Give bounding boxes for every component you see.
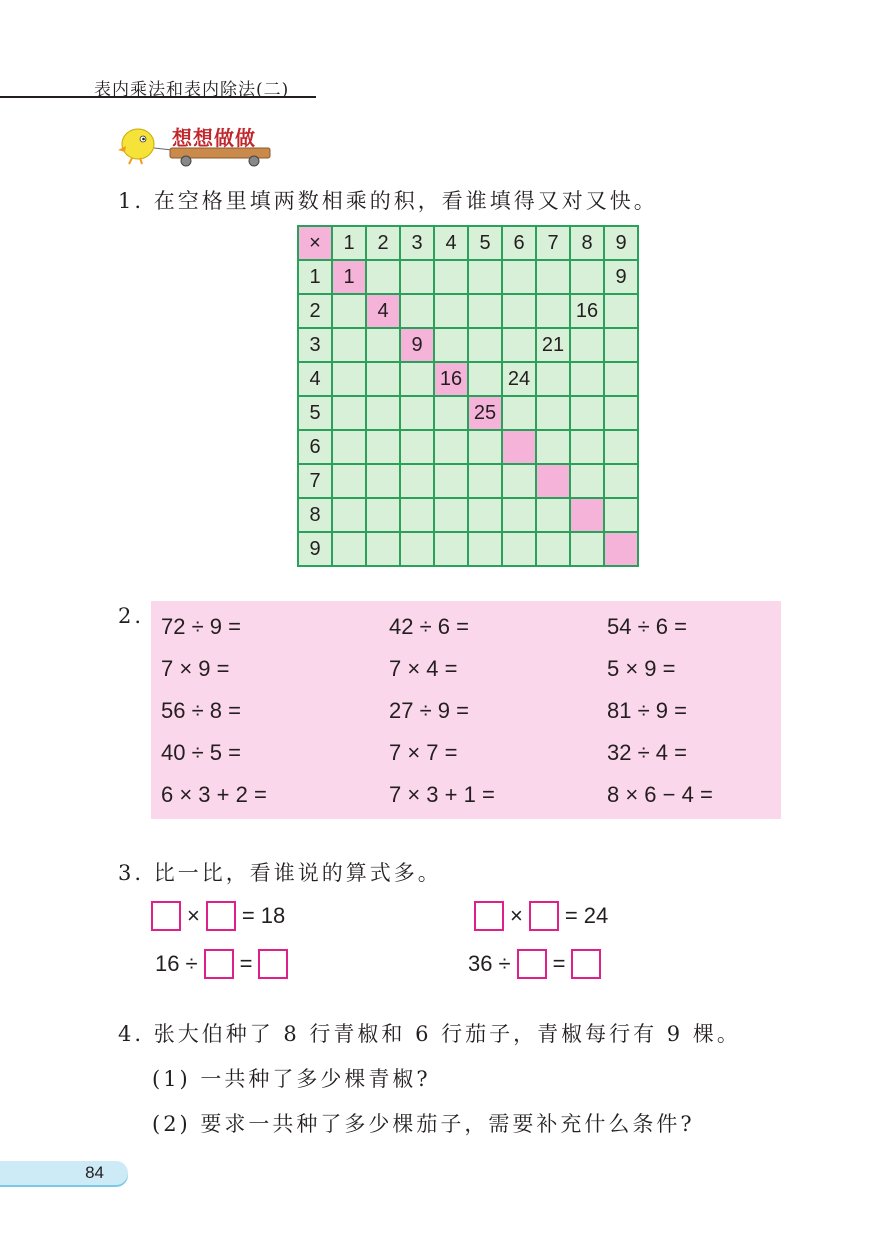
section-badge	[116, 120, 276, 170]
product-cell[interactable]	[604, 532, 638, 566]
table-corner-times: ×	[298, 226, 332, 260]
answer-box[interactable]	[204, 949, 234, 979]
multiplication-table	[297, 225, 639, 567]
product-cell[interactable]	[502, 328, 536, 362]
product-cell[interactable]	[604, 294, 638, 328]
page-number-tab	[0, 1161, 128, 1185]
product-cell[interactable]	[570, 464, 604, 498]
product-cell[interactable]	[468, 532, 502, 566]
page-number: 84	[85, 1163, 104, 1182]
table-row	[298, 260, 638, 294]
product-cell[interactable]	[536, 260, 570, 294]
dividend: 16	[155, 951, 180, 976]
row-header: 3	[298, 328, 332, 362]
section-title: 想想做做	[172, 126, 256, 150]
product-cell[interactable]: 16	[434, 362, 468, 396]
product-cell[interactable]	[468, 328, 502, 362]
product-cell[interactable]	[434, 260, 468, 294]
product-cell[interactable]	[536, 430, 570, 464]
question-1-prompt: 1. 在空格里填两数相乘的积，看谁填得又对又快。	[118, 189, 658, 213]
product-cell[interactable]	[502, 498, 536, 532]
product-cell[interactable]	[366, 396, 400, 430]
table-row	[298, 396, 638, 430]
product-cell[interactable]	[604, 396, 638, 430]
product-cell[interactable]	[468, 498, 502, 532]
expression: 8 × 6 − 4 =	[607, 782, 713, 807]
product-cell[interactable]	[570, 396, 604, 430]
question-2-box	[151, 601, 781, 819]
table-row	[298, 464, 638, 498]
operator: ×	[187, 903, 200, 928]
expression: 54 ÷ 6 =	[607, 614, 687, 639]
product-cell[interactable]	[366, 430, 400, 464]
product-cell[interactable]	[434, 464, 468, 498]
product-cell[interactable]	[502, 464, 536, 498]
product-cell[interactable]	[366, 464, 400, 498]
answer-box[interactable]	[151, 901, 181, 931]
product-cell[interactable]	[536, 498, 570, 532]
product-cell[interactable]	[604, 464, 638, 498]
product-cell[interactable]	[468, 430, 502, 464]
product-cell[interactable]	[570, 532, 604, 566]
row-header: 5	[298, 396, 332, 430]
answer-box[interactable]	[258, 949, 288, 979]
product-cell[interactable]	[536, 464, 570, 498]
product-cell[interactable]	[434, 532, 468, 566]
product-cell[interactable]	[536, 532, 570, 566]
operator: ÷	[498, 951, 511, 976]
product-cell[interactable]	[400, 498, 434, 532]
product-cell[interactable]	[400, 464, 434, 498]
expression: 81 ÷ 9 =	[607, 698, 687, 723]
equals: =	[564, 903, 578, 928]
product-cell[interactable]	[400, 362, 434, 396]
row-header: 7	[298, 464, 332, 498]
question-3-item-2	[474, 901, 608, 931]
column-header: 5	[468, 226, 502, 260]
product-cell[interactable]	[570, 362, 604, 396]
column-header: 9	[604, 226, 638, 260]
product-cell[interactable]	[332, 498, 366, 532]
column-header: 7	[536, 226, 570, 260]
product-cell[interactable]	[400, 260, 434, 294]
row-header: 8	[298, 498, 332, 532]
row-header: 4	[298, 362, 332, 396]
question-3-item-1	[151, 901, 285, 931]
product-cell[interactable]: 9	[604, 260, 638, 294]
product-cell[interactable]	[536, 294, 570, 328]
product-cell[interactable]	[332, 362, 366, 396]
product-cell[interactable]	[502, 260, 536, 294]
column-header: 1	[332, 226, 366, 260]
product-cell[interactable]	[604, 430, 638, 464]
product-cell[interactable]	[570, 260, 604, 294]
expression: 5 × 9 =	[607, 656, 676, 681]
answer-box[interactable]	[529, 901, 559, 931]
product-cell[interactable]	[400, 430, 434, 464]
row-header: 9	[298, 532, 332, 566]
table-row	[298, 328, 638, 362]
product-cell[interactable]	[604, 498, 638, 532]
product-cell[interactable]	[400, 532, 434, 566]
question-3-item-4	[468, 949, 601, 979]
expression: 42 ÷ 6 =	[389, 614, 469, 639]
expression: 56 ÷ 8 =	[161, 698, 241, 723]
product-cell[interactable]: 24	[502, 362, 536, 396]
product-cell[interactable]	[332, 396, 366, 430]
equals: =	[552, 951, 566, 976]
product-cell[interactable]	[468, 294, 502, 328]
table-row	[298, 532, 638, 566]
product-cell[interactable]: 25	[468, 396, 502, 430]
expression: 7 × 9 =	[161, 656, 230, 681]
expression: 6 × 3 + 2 =	[161, 782, 267, 807]
product-cell[interactable]	[366, 362, 400, 396]
product-cell[interactable]	[366, 498, 400, 532]
product-cell[interactable]	[366, 532, 400, 566]
row-header: 2	[298, 294, 332, 328]
product-cell[interactable]	[468, 260, 502, 294]
product-cell[interactable]: 16	[570, 294, 604, 328]
operator: ×	[510, 903, 523, 928]
question-3-item-3	[155, 949, 288, 979]
expression: 72 ÷ 9 =	[161, 614, 241, 639]
table-row	[298, 362, 638, 396]
answer-box[interactable]	[571, 949, 601, 979]
product-cell[interactable]	[502, 430, 536, 464]
question-4-prompt: 4. 张大伯种了 8 行青椒和 6 行茄子，青椒每行有 9 棵。	[118, 1022, 741, 1046]
product-cell[interactable]	[332, 464, 366, 498]
product-cell[interactable]	[332, 430, 366, 464]
product-cell[interactable]	[468, 362, 502, 396]
equals: =	[239, 951, 253, 976]
product-cell[interactable]	[604, 328, 638, 362]
operator: ÷	[185, 951, 198, 976]
row-header: 6	[298, 430, 332, 464]
product-cell[interactable]	[502, 532, 536, 566]
table-header-row	[298, 226, 638, 260]
expression: 40 ÷ 5 =	[161, 740, 241, 765]
product-cell[interactable]: 21	[536, 328, 570, 362]
expression: 7 × 4 =	[389, 656, 458, 681]
expression: 7 × 3 + 1 =	[389, 782, 495, 807]
dividend: 36	[468, 951, 493, 976]
product-cell[interactable]: 9	[400, 328, 434, 362]
product-cell[interactable]	[570, 498, 604, 532]
product-cell[interactable]	[502, 396, 536, 430]
row-header: 1	[298, 260, 332, 294]
product-cell[interactable]	[434, 294, 468, 328]
result: 24	[583, 903, 609, 928]
answer-box[interactable]	[206, 901, 236, 931]
product-cell[interactable]	[536, 362, 570, 396]
product-cell[interactable]	[332, 328, 366, 362]
product-cell[interactable]	[570, 328, 604, 362]
question-4-sub-1: (1) 一共种了多少棵青椒?	[152, 1067, 431, 1091]
product-cell[interactable]	[434, 430, 468, 464]
column-header: 4	[434, 226, 468, 260]
column-header: 3	[400, 226, 434, 260]
chapter-title: 表内乘法和表内除法(二)	[94, 80, 290, 100]
product-cell[interactable]: 4	[366, 294, 400, 328]
column-header: 6	[502, 226, 536, 260]
column-header: 8	[570, 226, 604, 260]
result: 18	[260, 903, 286, 928]
expression: 27 ÷ 9 =	[389, 698, 469, 723]
answer-box[interactable]	[474, 901, 504, 931]
product-cell[interactable]	[434, 396, 468, 430]
product-cell[interactable]	[604, 362, 638, 396]
question-4-sub-2: (2) 要求一共种了多少棵茄子，需要补充什么条件?	[152, 1112, 695, 1136]
product-cell[interactable]	[502, 294, 536, 328]
table-row	[298, 430, 638, 464]
equals: =	[241, 903, 255, 928]
product-cell[interactable]	[366, 260, 400, 294]
question-2-label: 2.	[118, 604, 145, 628]
product-cell[interactable]	[400, 396, 434, 430]
product-cell[interactable]	[332, 294, 366, 328]
product-cell[interactable]	[434, 498, 468, 532]
product-cell[interactable]	[366, 328, 400, 362]
product-cell[interactable]	[434, 328, 468, 362]
table-row	[298, 498, 638, 532]
product-cell[interactable]	[468, 464, 502, 498]
table-row	[298, 294, 638, 328]
expression: 7 × 7 =	[389, 740, 458, 765]
product-cell[interactable]	[400, 294, 434, 328]
expression: 32 ÷ 4 =	[607, 740, 687, 765]
product-cell[interactable]	[536, 396, 570, 430]
product-cell[interactable]	[570, 430, 604, 464]
product-cell[interactable]	[332, 532, 366, 566]
question-3-prompt: 3. 比一比，看谁说的算式多。	[118, 861, 442, 885]
answer-box[interactable]	[517, 949, 547, 979]
product-cell[interactable]: 1	[332, 260, 366, 294]
column-header: 2	[366, 226, 400, 260]
